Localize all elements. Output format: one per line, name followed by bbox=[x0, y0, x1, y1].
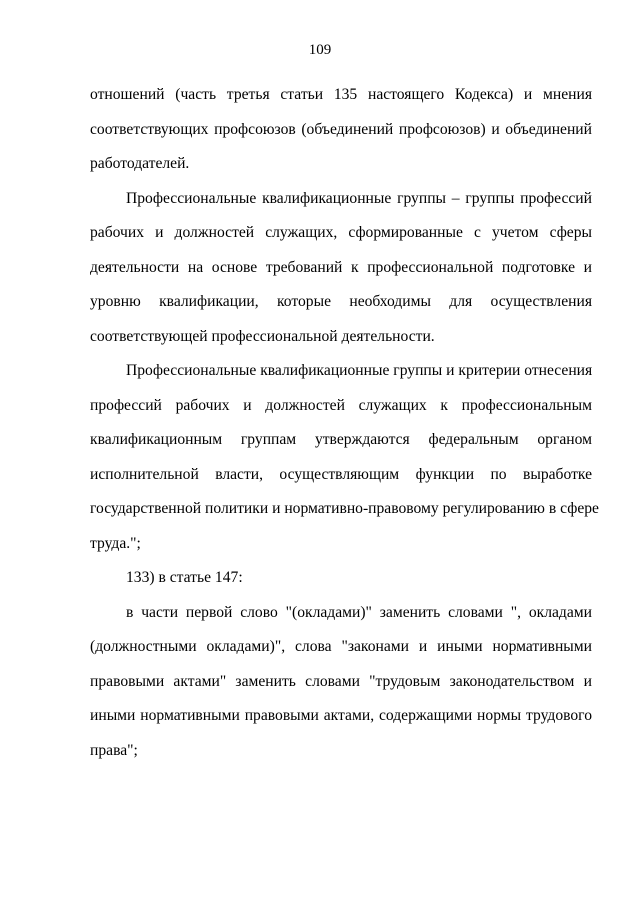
paragraph-2 bbox=[90, 182, 592, 355]
document-body bbox=[90, 78, 599, 768]
text-line: работодателей. bbox=[90, 155, 190, 172]
text-line: правовыми актами" заменить словами "трудовым законодательством и bbox=[90, 672, 592, 690]
text-line: соответствующей профессиональной деятельности. bbox=[90, 327, 435, 345]
text-line: уровню квалификации, которые необходимы для осуществления bbox=[90, 293, 592, 310]
text-line: деятельности на основе требований к профессиональной подготовке и bbox=[90, 258, 592, 276]
text-line: государственной политики и нормативно-правовому регулированию в сфере bbox=[90, 500, 599, 517]
paragraph-3 bbox=[90, 354, 599, 561]
text-line: отношений (часть третья статьи 135 настоящего Кодекса) и мнения bbox=[90, 86, 592, 103]
text-line: иными нормативными правовыми актами, содержащими нормы трудового bbox=[90, 707, 592, 724]
text-line: труда."; bbox=[90, 534, 141, 552]
text-line: Профессиональные квалификационные группы и критерии отнесения bbox=[126, 362, 593, 379]
paragraph-1 bbox=[90, 78, 592, 182]
text-line: рабочих и должностей служащих, сформированные с учетом сферы bbox=[90, 224, 592, 241]
paragraph-5 bbox=[90, 596, 592, 769]
paragraph-4 bbox=[90, 561, 592, 596]
text-line: квалификационным группам утверждаются федеральным органом bbox=[90, 431, 592, 448]
text-line: исполнительной власти, осуществляющим функции по выработке bbox=[90, 465, 592, 483]
text-line: соответствующих профсоюзов (объединений профсоюзов) и объединений bbox=[90, 120, 592, 138]
page-number: 109 bbox=[308, 42, 332, 58]
text-line: права"; bbox=[90, 741, 138, 759]
text-line: профессий рабочих и должностей служащих к профессиональным bbox=[90, 396, 592, 414]
text-line: 133) в статье 147: bbox=[126, 569, 243, 586]
text-line: в части первой слово "(окладами)" заменить словами ", окладами bbox=[126, 603, 592, 621]
text-line: (должностными окладами)", слова "законами и иными нормативными bbox=[90, 638, 592, 655]
text-line: Профессиональные квалификационные группы – группы профессий bbox=[126, 189, 592, 207]
